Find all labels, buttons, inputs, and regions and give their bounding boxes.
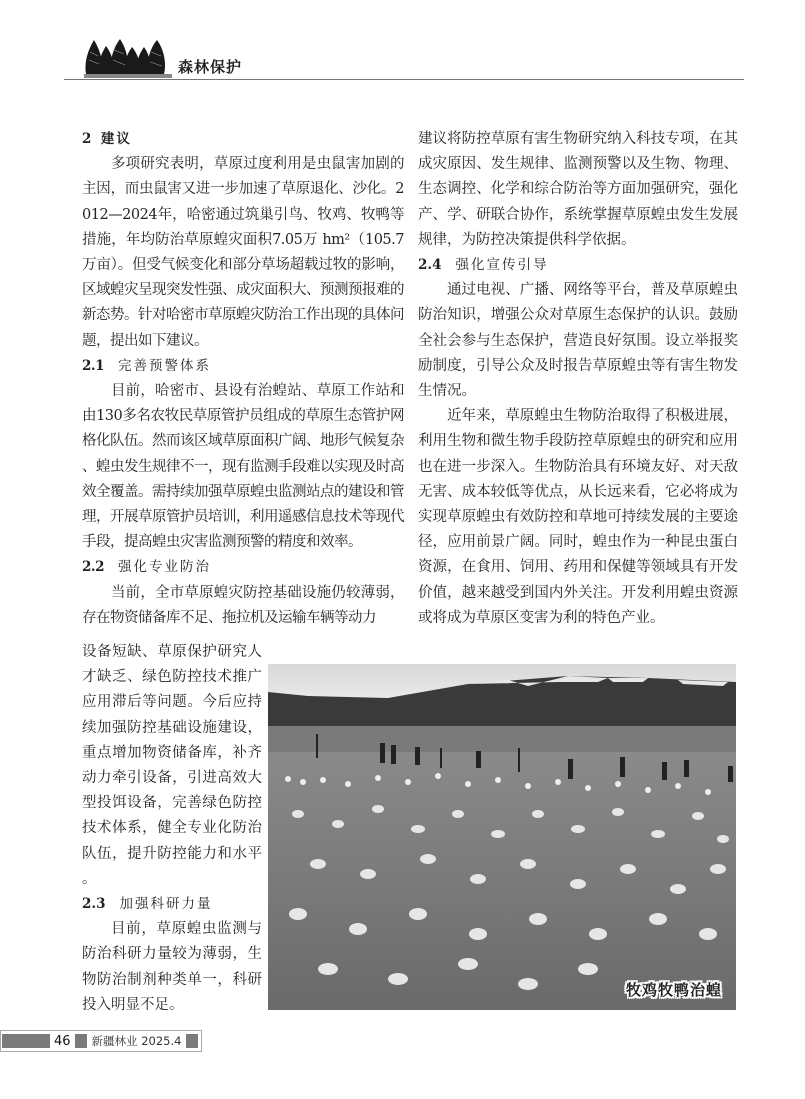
heading-title: 强化宣传引导	[455, 257, 549, 274]
paragraph: 多项研究表明，草原过度利用是虫鼠害加剧的主因，而虫鼠害又进一步加速了草原退化、沙化。2012—2024年，哈密通过筑巢引鸟、牧鸡、牧鸭等措施，年均防治草原蝗灾面积7.05万 hm²（105.7万亩）。但受气候变化和部分草场超载过牧的影响，区域蝗灾呈现突发性强、成灾面积大、预测预报难的新态势。针对哈密市草原蝗灾防治工作出现的具体问题，提出如下建议。	[82, 156, 404, 349]
heading-title: 加强科研力量	[119, 896, 213, 913]
heading-2-3	[82, 892, 262, 917]
page-number: 46	[54, 1033, 71, 1049]
paragraph-continued: 设备短缺、草原保护研究人才缺乏、绿色防控技术推广应用滞后等问题。今后应持续加强防控基础设施建设，重点增加物资储备库，补齐动力牵引设备，引进高效大型投饵设备，完善绿色防控技术体系，健全专业化防治队伍，提升防控能力和水平。	[82, 644, 262, 887]
left-column	[82, 127, 404, 631]
trees-icon	[84, 38, 172, 76]
section-title: 森林保护	[178, 58, 243, 76]
paragraph: 通过电视、广播、网络等平台，普及草原蝗虫防治知识，增强公众对草原生态保护的认识。鼓励全社会参与生态保护，营造良好氛围。设立举报奖励制度，引导公众及时报告草原蝗虫等有害生物发生情况。	[418, 282, 738, 400]
heading-number: 2	[82, 131, 91, 147]
journal-name: 新疆林业 2025.4	[91, 1034, 182, 1048]
paragraph: 当前，全市草原蝗灾防控基础设施仍较薄弱，存在物资储备库不足、拖拉机及运输车辆等动力	[82, 584, 404, 626]
paragraph-continued: 建议将防控草原有害生物研究纳入科技专项，在其成灾原因、发生规律、监测预警以及生物、物理、生态调控、化学和综合防治等方面加强研究，强化产、学、研联合协作，系统掌握草原蝗虫发生发展规律，为防控决策提供科学依据。	[418, 131, 738, 248]
heading-2-2	[82, 555, 404, 580]
right-column	[418, 127, 738, 631]
photo-caption: 牧鸡牧鸭治蝗	[625, 981, 722, 999]
heading-title: 建议	[100, 131, 132, 147]
heading-2-4	[418, 253, 738, 278]
page-footer	[0, 1030, 202, 1052]
heading-number: 2.1	[82, 357, 104, 374]
logo-base-bar	[84, 74, 172, 78]
heading-number: 2.3	[82, 896, 106, 913]
paragraph: 目前，草原蝗虫监测与防治科研力量较为薄弱，生物防治制剂种类单一，科研投入明显不足。	[82, 921, 262, 1013]
paragraph: 近年来，草原蝗虫生物防治取得了积极进展，利用生物和微生物手段防控草原蝗虫的研究和应用也在进一步深入。生物防治具有环境友好、对天敌无害、成本较低等优点，从长远来看，它必将成为实现草原蝗虫有效防控和草地可持续发展的主要途径，应用前景广阔。同时，蝗虫作为一种昆虫蛋白资源，在食用、饲用、药用和保健等领域具有开发价值，越来越受到国内外关注。开发利用蝗虫资源或将成为草原区变害为利的特色产业。	[418, 408, 738, 626]
heading-2	[82, 127, 404, 152]
heading-number: 2.2	[82, 559, 104, 576]
header-rule	[64, 79, 744, 80]
footer-square	[186, 1034, 198, 1048]
footer-square	[75, 1034, 87, 1048]
footer-bar	[2, 1034, 50, 1048]
heading-number: 2.4	[418, 257, 442, 274]
heading-title: 完善预警体系	[118, 357, 211, 374]
photo-ducks-grassland	[268, 664, 736, 1010]
photo-illustration	[268, 664, 736, 1010]
running-header	[64, 38, 744, 80]
left-narrow-column	[82, 640, 262, 1018]
heading-2-1	[82, 354, 404, 379]
paragraph: 目前，哈密市、县设有治蝗站、草原工作站和由130多名农牧民草原管护员组成的草原生态管护网格化队伍。然而该区域草原面积广阔、地形气候复杂、蝗虫发生规律不一，现有监测手段难以实现及时高效全覆盖。需持续加强草原蝗虫监测站点的建设和管理，开展草原管护员培训，利用遥感信息技术等现代手段，提高蝗虫灾害监测预警的精度和效率。	[82, 383, 404, 551]
heading-title: 强化专业防治	[118, 559, 211, 576]
